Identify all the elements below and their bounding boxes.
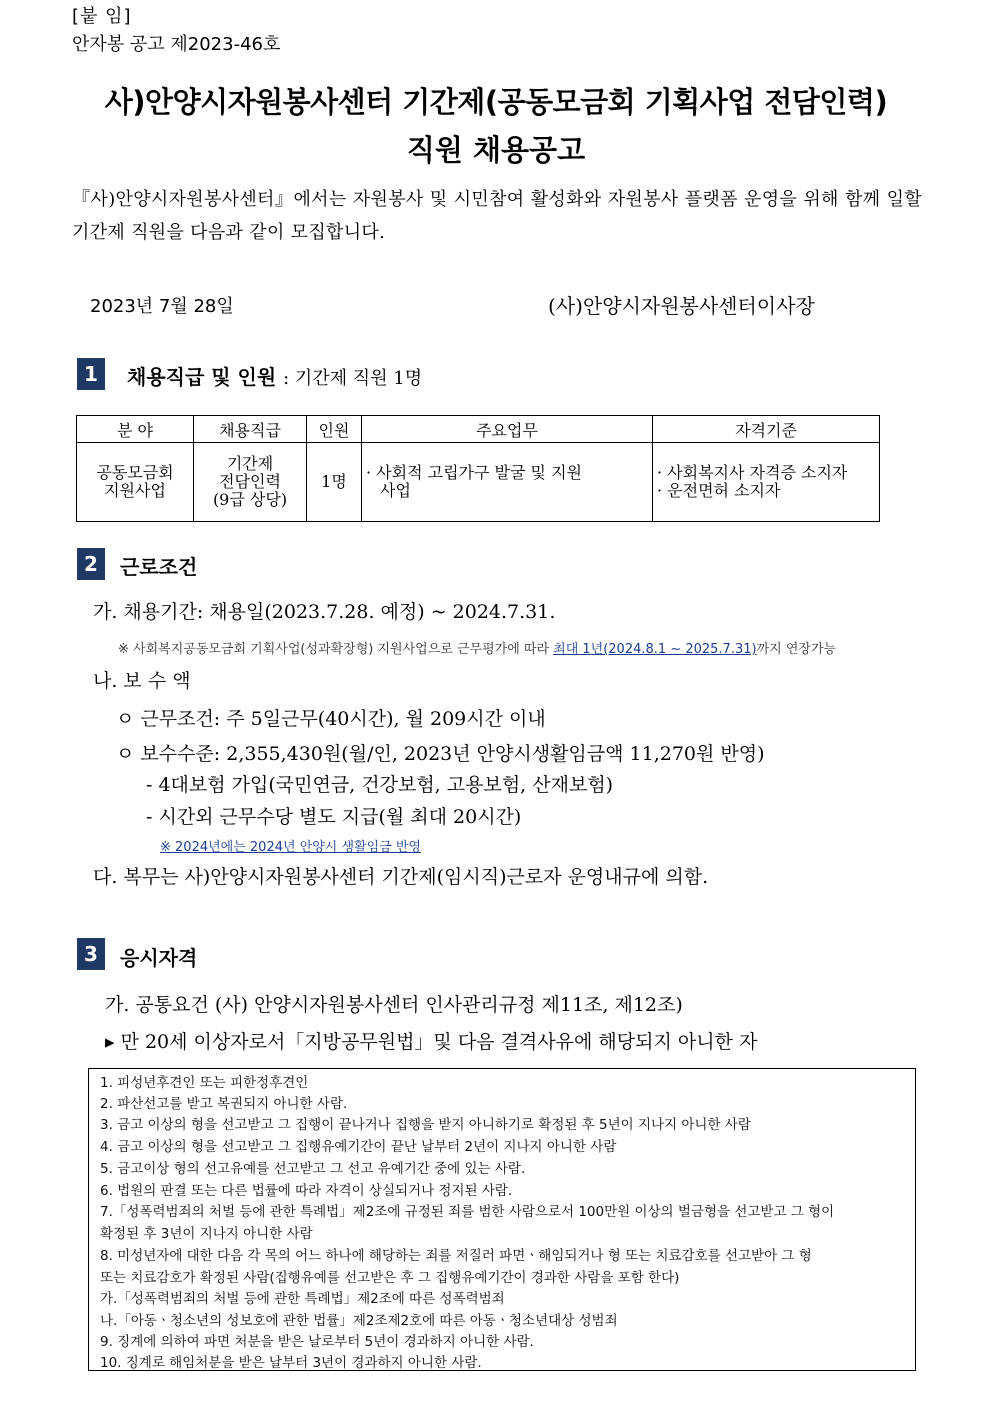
cell-qual-line1: · 사회복지사 자격증 소지자 bbox=[657, 463, 848, 482]
cell-count: 1명 bbox=[307, 443, 362, 522]
age-requirement: ▸ 만 20세 이상자로서「지방공무원법」및 다음 결격사유에 해당되지 아니한 자 bbox=[105, 1031, 758, 1053]
attachment-label: [붙 임] bbox=[72, 6, 132, 27]
list-item: 5. 금고이상 형의 선고유예를 선고받고 그 선고 유예기간 중에 있는 사람. bbox=[100, 1161, 526, 1177]
col-count: 인원 bbox=[307, 416, 362, 443]
signer: (사)안양시자원봉사센터이사장 bbox=[548, 294, 815, 318]
cell-field-line1: 공동모금회 bbox=[96, 463, 174, 482]
list-item: 9. 징계에 의하여 파면 처분을 받은 날로부터 5년이 경과하지 아니한 사람. bbox=[100, 1334, 534, 1350]
overtime-pay: - 시간외 근무수당 별도 지급(월 최대 20시간) bbox=[146, 806, 522, 828]
period-note-text: ※ 사회복지공동모금회 기획사업(성과확장형) 지원사업으로 근무평가에 따라 bbox=[118, 642, 554, 657]
intro-paragraph: 『사)안양시자원봉사센터』에서는 자원봉사 및 시민참여 활성화와 자원봉사 플랫폼 운영을 위해 함께 일할 기간제 직원을 다음과 같이 모집합니다. bbox=[72, 189, 922, 243]
section-1-number: 1 bbox=[77, 358, 105, 390]
pay-level: ㅇ 보수수준: 2,355,430원(월/인, 2023년 안양시생활임금액 11,270원 반영) bbox=[116, 743, 765, 765]
cell-duty bbox=[362, 443, 653, 522]
cell-rank-line2: 전담인력 bbox=[219, 472, 281, 491]
table-header-row bbox=[77, 416, 880, 443]
notice-number: 안자봉 공고 제2023-46호 bbox=[72, 34, 281, 55]
section-3-number: 3 bbox=[77, 938, 105, 970]
page-subtitle: 직원 채용공고 bbox=[406, 133, 586, 167]
list-item: 나.「아동ㆍ청소년의 성보호에 관한 법률」제2조제2호에 따른 아동ㆍ청소년대상 성범죄 bbox=[100, 1313, 618, 1329]
list-item: 8. 미성년자에 대한 다음 각 목의 어느 하나에 해당하는 죄를 저질러 파면ㆍ해임되거나 형 또는 치료감호를 선고받아 그 형 bbox=[100, 1248, 812, 1264]
common-requirements: 가. 공통요건 (사) 안양시자원봉사센터 인사관리규정 제11조, 제12조) bbox=[105, 994, 683, 1016]
cell-field bbox=[77, 443, 194, 522]
employment-period: 가. 채용기간: 채용일(2023.7.28. 예정) ~ 2024.7.31. bbox=[93, 601, 556, 623]
section-3-title: 응시자격 bbox=[120, 946, 198, 970]
section-1-detail: : 기간제 직원 1명 bbox=[283, 368, 423, 389]
col-rank: 채용직급 bbox=[194, 416, 307, 443]
period-note-link[interactable]: 최대 1년(2024.8.1 ~ 2025.7.31) bbox=[553, 642, 757, 657]
section-1-heading bbox=[127, 361, 422, 390]
cell-field-line2: 지원사업 bbox=[104, 481, 166, 500]
cell-duty-line1: · 사회적 고립가구 발굴 및 지원 bbox=[366, 463, 582, 482]
work-condition: ㅇ 근무조건: 주 5일근무(40시간), 월 209시간 이내 bbox=[116, 708, 546, 730]
pay-heading: 나. 보 수 액 bbox=[93, 670, 191, 692]
section-2-number: 2 bbox=[77, 548, 105, 580]
cell-duty-line2: 사업 bbox=[380, 481, 411, 500]
list-item: 10. 징계로 해임처분을 받은 날부터 3년이 경과하지 아니한 사람. bbox=[100, 1355, 482, 1371]
page-title: 사)안양시자원봉사센터 기간제(공동모금회 기획사업 전담인력) bbox=[104, 85, 888, 119]
insurance: - 4대보험 가입(국민연금, 건강보험, 고용보험, 산재보험) bbox=[146, 774, 614, 796]
list-item: 확정된 후 3년이 지나지 아니한 사람 bbox=[100, 1226, 313, 1242]
cell-rank-line3: (9급 상당) bbox=[212, 490, 288, 509]
list-item: 또는 치료감호가 확정된 사람(집행유예를 선고받은 후 그 집행유예기간이 경과한 사람을 포함 한다) bbox=[100, 1270, 680, 1286]
col-qualification: 자격기준 bbox=[653, 416, 880, 443]
period-note bbox=[118, 636, 836, 658]
cell-rank bbox=[194, 443, 307, 522]
cell-qual-line2: · 운전면허 소지자 bbox=[657, 481, 781, 500]
cell-qualification bbox=[653, 443, 880, 522]
section-1-title: 채용직급 및 인원 bbox=[127, 365, 277, 389]
list-item: 7.「성폭력범죄의 처벌 등에 관한 특례법」제2조에 규정된 죄를 범한 사람으로서 100만원 이상의 벌금형을 선고받고 그 형이 bbox=[100, 1204, 835, 1220]
table-row bbox=[77, 443, 880, 522]
service-rule: 다. 복무는 사)안양시자원봉사센터 기간제(임시직)근로자 운영내규에 의함. bbox=[93, 866, 709, 888]
notice-date: 2023년 7월 28일 bbox=[90, 296, 234, 317]
list-item: 가.「성폭력범죄의 처벌 등에 관한 특례법」제2조에 따른 성폭력범죄 bbox=[100, 1291, 505, 1307]
pay-note-link[interactable]: ※ 2024년에는 2024년 안양시 생활임금 반영 bbox=[160, 840, 421, 855]
col-duty: 주요업무 bbox=[362, 416, 653, 443]
list-item: 2. 파산선고를 받고 복권되지 아니한 사람. bbox=[100, 1096, 348, 1112]
section-2-title: 근로조건 bbox=[120, 555, 198, 579]
list-item: 6. 법원의 판결 또는 다른 법률에 따라 자격이 상실되거나 정지된 사람. bbox=[100, 1183, 513, 1199]
list-item: 3. 금고 이상의 형을 선고받고 그 집행이 끝나거나 집행을 받지 아니하기로 확정된 후 5년이 지나지 아니한 사람 bbox=[100, 1117, 751, 1133]
pay-note bbox=[160, 834, 421, 856]
job-table bbox=[76, 415, 880, 522]
period-note-suffix: 까지 연장가능 bbox=[756, 642, 837, 657]
list-item: 4. 금고 이상의 형을 선고받고 그 집행유예기간이 끝난 날부터 2년이 지나지 아니한 사람 bbox=[100, 1139, 617, 1155]
cell-rank-line1: 기간제 bbox=[226, 454, 274, 473]
list-item: 1. 피성년후견인 또는 피한정후견인 bbox=[100, 1075, 309, 1091]
col-field: 분 야 bbox=[77, 416, 194, 443]
